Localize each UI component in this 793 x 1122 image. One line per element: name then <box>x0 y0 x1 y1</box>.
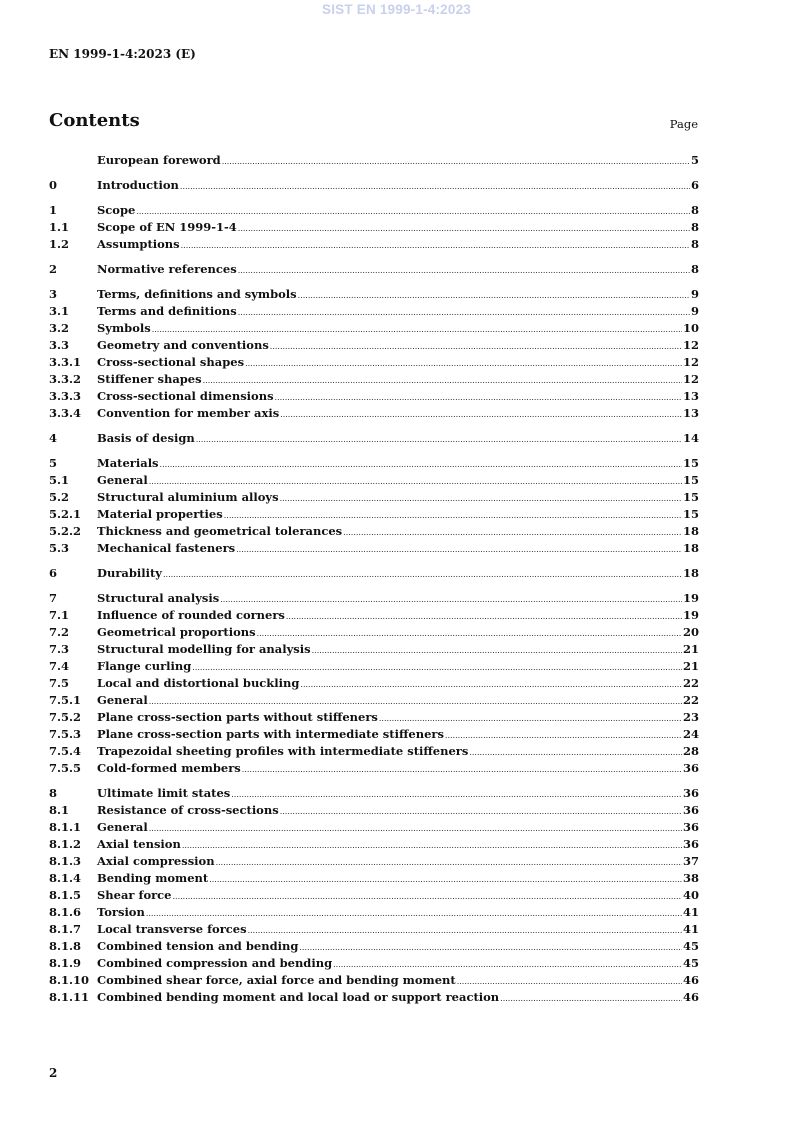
toc-entry-page: 13 <box>682 389 699 403</box>
toc-entry-number: 3.3.1 <box>49 355 82 369</box>
toc-entry-page: 22 <box>682 693 699 707</box>
dot-leader <box>257 625 682 642</box>
toc-entry[interactable] <box>49 261 699 278</box>
toc-entry-number: 8.1.8 <box>49 939 82 953</box>
toc-entry-title: Geometry and conventions <box>97 338 269 352</box>
toc-entry-title: Thickness and geometrical tolerances <box>97 524 343 538</box>
dot-leader <box>280 406 682 423</box>
dot-leader <box>192 659 682 676</box>
toc-entry-number: 7.2 <box>49 625 70 639</box>
toc-entry[interactable] <box>49 219 699 236</box>
toc-entry-title: Bending moment <box>97 871 209 885</box>
toc-entry-title: Combined shear force, axial force and bending moment <box>97 973 456 987</box>
toc-entry-number: 7.5.3 <box>49 727 82 741</box>
toc-entry-title: Plane cross-section parts without stiffeners <box>97 710 378 724</box>
toc-entry-number: 5.3 <box>49 541 70 555</box>
toc-entry-page: 18 <box>682 541 699 555</box>
dot-leader <box>163 566 682 583</box>
toc-entry[interactable] <box>49 523 699 540</box>
toc-entry-title: Local and distortional buckling <box>97 676 300 690</box>
toc-entry-title: Scope of EN 1999-1-4 <box>97 220 237 234</box>
toc-entry[interactable] <box>49 692 699 709</box>
dot-leader <box>275 389 682 406</box>
toc-entry[interactable] <box>49 489 699 506</box>
toc-entry-title: Introduction <box>97 178 179 192</box>
toc-section-group <box>49 430 699 447</box>
toc-entry-title: Basis of design <box>97 431 195 445</box>
toc-entry[interactable] <box>49 675 699 692</box>
toc-entry[interactable] <box>49 337 699 354</box>
toc-entry-title: Influence of rounded corners <box>97 608 285 622</box>
dot-leader <box>298 287 690 304</box>
toc-entry[interactable] <box>49 565 699 582</box>
toc-entry-number: 7 <box>49 591 58 605</box>
toc-entry-number: 7.1 <box>49 608 70 622</box>
toc-entry-page: 5 <box>690 153 699 167</box>
toc-entry-number: 7.5 <box>49 676 70 690</box>
dot-leader <box>146 905 682 922</box>
toc-entry-number: 3.3 <box>49 338 70 352</box>
dot-leader <box>231 786 682 803</box>
toc-entry-title: Scope <box>97 203 136 217</box>
toc-entry-number: 8.1.3 <box>49 854 82 868</box>
toc-entry[interactable] <box>49 870 699 887</box>
toc-entry-title: Combined compression and bending <box>97 956 333 970</box>
toc-entry[interactable] <box>49 819 699 836</box>
toc-entry-title: Terms and definitions <box>97 304 237 318</box>
toc-entry-title: Resistance of cross-sections <box>97 803 279 817</box>
dot-leader <box>379 710 682 727</box>
toc-entry-number: 3.3.4 <box>49 406 82 420</box>
toc-entry-title: Structural analysis <box>97 591 220 605</box>
toc-entry-title: Mechanical fasteners <box>97 541 236 555</box>
toc-entry-page: 36 <box>682 820 699 834</box>
toc-entry-number: 7.5.1 <box>49 693 82 707</box>
toc-entry[interactable] <box>49 989 699 1006</box>
toc-entry[interactable] <box>49 887 699 904</box>
toc-entry-number: 8.1.7 <box>49 922 82 936</box>
toc-entry-page: 21 <box>682 642 699 656</box>
dot-leader <box>469 744 682 761</box>
toc-entry-page: 36 <box>682 761 699 775</box>
toc-entry[interactable] <box>49 658 699 675</box>
toc-entry-page: 36 <box>682 837 699 851</box>
toc-entry-title: Cold-formed members <box>97 761 241 775</box>
toc-entry-title: Axial tension <box>97 837 181 851</box>
toc-entry-page: 15 <box>682 473 699 487</box>
toc-entry-title: Durability <box>97 566 162 580</box>
toc-entry-page: 22 <box>682 676 699 690</box>
toc-entry[interactable] <box>49 540 699 557</box>
dot-leader <box>299 939 682 956</box>
toc-entry-number: 7.5.2 <box>49 710 82 724</box>
toc-entry[interactable] <box>49 590 699 607</box>
dot-leader <box>236 541 682 558</box>
toc-entry-title: Combined bending moment and local load or support reaction <box>97 990 500 1004</box>
toc-entry-page: 37 <box>682 854 699 868</box>
toc-entry[interactable] <box>49 320 699 337</box>
toc-entry-title: General <box>97 820 148 834</box>
toc-entry-number: 8.1.2 <box>49 837 82 851</box>
toc-entry-number: 2 <box>49 262 58 276</box>
page-title: Contents <box>49 110 140 131</box>
page-column-label: Page <box>669 117 698 131</box>
toc-entry[interactable] <box>49 177 699 194</box>
toc-entry[interactable] <box>49 405 699 422</box>
toc-entry-number: 8.1.11 <box>49 990 90 1004</box>
toc-section-group <box>49 202 699 253</box>
toc-entry-number: 5.2.1 <box>49 507 82 521</box>
toc-section-group <box>49 455 699 557</box>
dot-leader <box>280 490 682 507</box>
toc-entry-title: Structural modelling for analysis <box>97 642 311 656</box>
dot-leader <box>300 676 682 693</box>
toc-entry-page: 8 <box>690 220 699 234</box>
toc-section-group <box>49 565 699 582</box>
dot-leader <box>209 871 682 888</box>
toc-entry[interactable] <box>49 430 699 447</box>
toc-entry-title: Shear force <box>97 888 172 902</box>
dot-leader <box>149 473 682 490</box>
toc-entry[interactable] <box>49 472 699 489</box>
toc-entry-page: 15 <box>682 456 699 470</box>
toc-entry-title: General <box>97 693 148 707</box>
dot-leader <box>238 220 690 237</box>
dot-leader <box>343 524 682 541</box>
toc-entry-page: 15 <box>682 507 699 521</box>
toc-entry-title: Flange curling <box>97 659 192 673</box>
toc-entry-title: Materials <box>97 456 159 470</box>
toc-entry-number: 7.5.5 <box>49 761 82 775</box>
toc-entry-title: Cross-sectional dimensions <box>97 389 274 403</box>
dot-leader <box>196 431 682 448</box>
dot-leader <box>224 507 682 524</box>
toc-entry-title: Symbols <box>97 321 151 335</box>
toc-entry-page: 12 <box>682 338 699 352</box>
toc-entry-number: 3.2 <box>49 321 70 335</box>
toc-entry[interactable] <box>49 972 699 989</box>
toc-entry-number: 1 <box>49 203 58 217</box>
toc-entry-page: 36 <box>682 786 699 800</box>
toc-entry-number: 8.1.10 <box>49 973 90 987</box>
toc-entry-number: 7.3 <box>49 642 70 656</box>
toc-entry[interactable] <box>49 371 699 388</box>
toc-entry-number: 5.1 <box>49 473 70 487</box>
toc-section-group <box>49 286 699 422</box>
toc-entry-page: 19 <box>682 608 699 622</box>
toc-entry-title: Convention for member axis <box>97 406 280 420</box>
toc-entry[interactable] <box>49 785 699 802</box>
dot-leader <box>500 990 682 1007</box>
toc-entry-page: 20 <box>682 625 699 639</box>
toc-entry-page: 41 <box>682 922 699 936</box>
toc-entry-page: 8 <box>690 262 699 276</box>
toc-entry-number: 8.1.4 <box>49 871 82 885</box>
toc-entry-page: 12 <box>682 372 699 386</box>
toc-entry-title: Local transverse forces <box>97 922 247 936</box>
toc-entry[interactable] <box>49 624 699 641</box>
dot-leader <box>203 372 682 389</box>
toc-entry-title: Axial compression <box>97 854 215 868</box>
toc-entry-title: General <box>97 473 148 487</box>
toc-entry-number: 1.1 <box>49 220 70 234</box>
dot-leader <box>445 727 682 744</box>
toc-section-group <box>49 785 699 1006</box>
toc-section-group <box>49 590 699 777</box>
dot-leader <box>222 153 690 170</box>
toc-entry-title: Combined tension and bending <box>97 939 299 953</box>
toc-entry-page: 21 <box>682 659 699 673</box>
dot-leader <box>457 973 682 990</box>
toc-entry-title: Torsion <box>97 905 145 919</box>
toc-entry-page: 15 <box>682 490 699 504</box>
dot-leader <box>149 820 682 837</box>
toc-entry-title: Ultimate limit states <box>97 786 231 800</box>
toc-entry-title: Terms, definitions and symbols <box>97 287 297 301</box>
toc-entry-number: 6 <box>49 566 58 580</box>
dot-leader <box>149 693 682 710</box>
toc-entry-title: Assumptions <box>97 237 180 251</box>
toc-entry[interactable] <box>49 726 699 743</box>
toc-entry[interactable] <box>49 853 699 870</box>
toc-entry-page: 46 <box>682 973 699 987</box>
toc-entry-number: 7.4 <box>49 659 70 673</box>
toc-entry-page: 36 <box>682 803 699 817</box>
toc-entry-page: 10 <box>682 321 699 335</box>
dot-leader <box>312 642 682 659</box>
table-of-contents <box>49 152 699 1014</box>
toc-entry-title: Structural aluminium alloys <box>97 490 279 504</box>
toc-entry-number: 3.3.2 <box>49 372 82 386</box>
toc-entry-page: 12 <box>682 355 699 369</box>
toc-entry-number: 4 <box>49 431 58 445</box>
toc-entry-page: 18 <box>682 566 699 580</box>
toc-entry-number: 8.1.9 <box>49 956 82 970</box>
toc-entry-title: Plane cross-section parts with intermediate stiffeners <box>97 727 444 741</box>
dot-leader <box>182 837 682 854</box>
dot-leader <box>216 854 682 871</box>
document-id: EN 1999-1-4:2023 (E) <box>49 47 196 61</box>
toc-entry-page: 19 <box>682 591 699 605</box>
toc-entry-number: 5.2.2 <box>49 524 82 538</box>
dot-leader <box>280 803 682 820</box>
toc-entry-page: 45 <box>682 956 699 970</box>
toc-entry[interactable] <box>49 904 699 921</box>
toc-entry-number: 8 <box>49 786 58 800</box>
toc-entry-page: 6 <box>690 178 699 192</box>
toc-entry-number: 5 <box>49 456 58 470</box>
toc-entry-page: 24 <box>682 727 699 741</box>
watermark: SIST EN 1999-1-4:2023 <box>321 2 472 17</box>
dot-leader <box>160 456 682 473</box>
toc-entry[interactable] <box>49 354 699 371</box>
toc-entry-title: Material properties <box>97 507 223 521</box>
toc-entry[interactable] <box>49 152 699 169</box>
toc-entry-title: Cross-sectional shapes <box>97 355 245 369</box>
toc-entry-number: 3.3.3 <box>49 389 82 403</box>
toc-entry-number: 1.2 <box>49 237 70 251</box>
toc-entry-page: 23 <box>682 710 699 724</box>
toc-entry-page: 28 <box>682 744 699 758</box>
toc-entry[interactable] <box>49 743 699 760</box>
toc-entry[interactable] <box>49 709 699 726</box>
toc-entry[interactable] <box>49 455 699 472</box>
toc-entry-page: 9 <box>690 287 699 301</box>
toc-entry-number: 0 <box>49 178 58 192</box>
toc-entry-page: 46 <box>682 990 699 1004</box>
toc-entry[interactable] <box>49 641 699 658</box>
toc-section-group <box>49 261 699 278</box>
dot-leader <box>181 237 690 254</box>
toc-section-group <box>49 152 699 169</box>
toc-entry[interactable] <box>49 286 699 303</box>
dot-leader <box>220 591 682 608</box>
toc-section-group <box>49 177 699 194</box>
dot-leader <box>238 304 690 321</box>
toc-entry[interactable] <box>49 506 699 523</box>
toc-entry-title: European foreword <box>97 153 221 167</box>
toc-entry-title: Trapezoidal sheeting profiles with intermediate stiffeners <box>97 744 469 758</box>
toc-entry-page: 41 <box>682 905 699 919</box>
dot-leader <box>136 203 690 220</box>
dot-leader <box>286 608 682 625</box>
toc-entry[interactable] <box>49 938 699 955</box>
toc-entry[interactable] <box>49 388 699 405</box>
toc-entry-page: 9 <box>690 304 699 318</box>
dot-leader <box>248 922 682 939</box>
toc-entry-page: 45 <box>682 939 699 953</box>
toc-entry-number: 3.1 <box>49 304 70 318</box>
toc-entry-title: Normative references <box>97 262 237 276</box>
toc-entry-page: 40 <box>682 888 699 902</box>
toc-entry-number: 7.5.4 <box>49 744 82 758</box>
toc-entry[interactable] <box>49 836 699 853</box>
dot-leader <box>173 888 682 905</box>
toc-entry[interactable] <box>49 921 699 938</box>
toc-entry[interactable] <box>49 955 699 972</box>
dot-leader <box>242 761 682 778</box>
toc-entry-number: 8.1 <box>49 803 70 817</box>
toc-entry[interactable] <box>49 760 699 777</box>
toc-entry[interactable] <box>49 303 699 320</box>
toc-entry-page: 38 <box>682 871 699 885</box>
toc-entry[interactable] <box>49 202 699 219</box>
toc-entry-page: 8 <box>690 203 699 217</box>
toc-entry-page: 13 <box>682 406 699 420</box>
toc-entry-number: 3 <box>49 287 58 301</box>
dot-leader <box>152 321 682 338</box>
dot-leader <box>270 338 682 355</box>
toc-entry-number: 8.1.5 <box>49 888 82 902</box>
dot-leader <box>245 355 682 372</box>
toc-entry[interactable] <box>49 236 699 253</box>
toc-entry-page: 8 <box>690 237 699 251</box>
toc-entry-number: 8.1.6 <box>49 905 82 919</box>
dot-leader <box>238 262 690 279</box>
dot-leader <box>333 956 682 973</box>
page-number: 2 <box>49 1066 58 1080</box>
toc-entry[interactable] <box>49 802 699 819</box>
toc-entry[interactable] <box>49 607 699 624</box>
toc-entry-title: Geometrical proportions <box>97 625 256 639</box>
toc-entry-number: 8.1.1 <box>49 820 82 834</box>
toc-entry-page: 14 <box>682 431 699 445</box>
toc-entry-title: Stiffener shapes <box>97 372 202 386</box>
dot-leader <box>180 178 690 195</box>
toc-entry-number: 5.2 <box>49 490 70 504</box>
toc-entry-page: 18 <box>682 524 699 538</box>
